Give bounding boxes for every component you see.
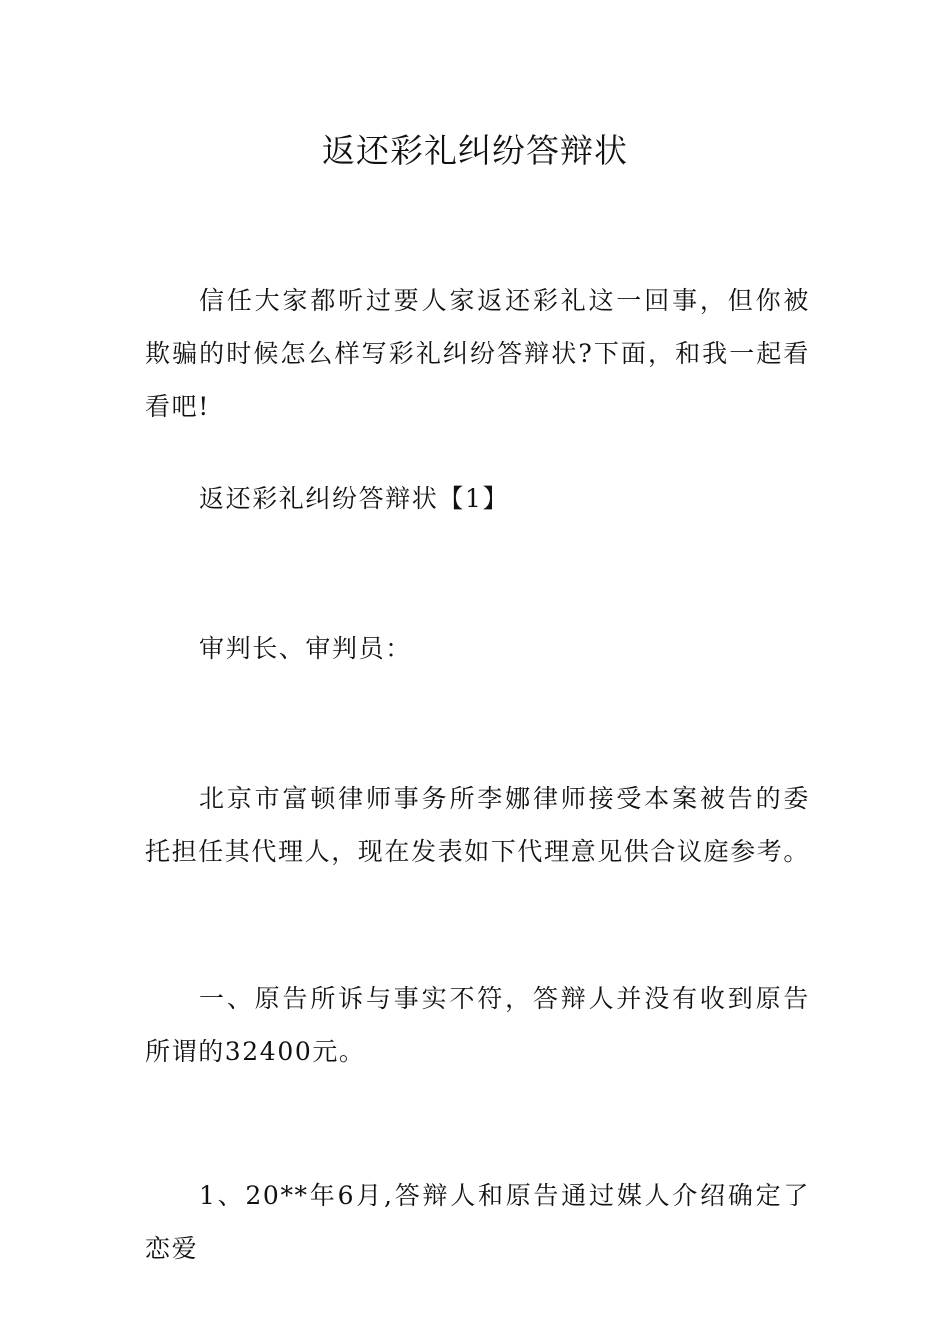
- intro-paragraph: 信任大家都听过要人家返还彩礼这一回事，但你被欺骗的时候怎么样写彩礼纠纷答辩状?下面，和我一起看看吧!: [145, 286, 810, 421]
- body-paragraph-item-one: 1、20**年6月,答辩人和原告通过媒人介绍确定了恋爱: [145, 1181, 810, 1263]
- document-title: 返还彩礼纠纷答辩状: [322, 131, 628, 170]
- body-paragraph-agent: 北京市富顿律师事务所李娜律师接受本案被告的委托担任其代理人，现在发表如下代理意见供合议庭参考。: [145, 784, 811, 866]
- salutation: 审判长、审判员：: [199, 634, 412, 663]
- section-heading: 返还彩礼纠纷答辩状【1】: [199, 484, 510, 513]
- body-paragraph-point-one: 一、原告所诉与事实不符，答辩人并没有收到原告所谓的32400元。: [145, 984, 810, 1066]
